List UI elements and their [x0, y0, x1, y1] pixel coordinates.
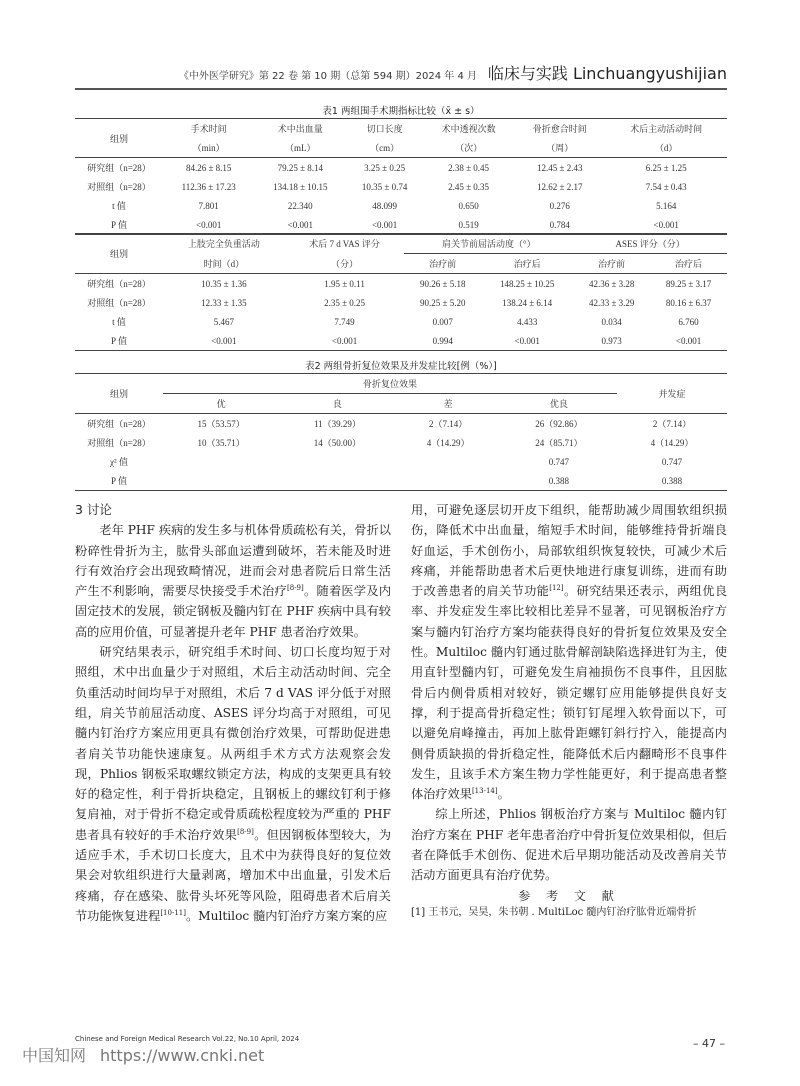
cell: 4.433: [517, 316, 538, 327]
cell: 3.25 ± 0.25: [364, 162, 406, 173]
watermark-url[interactable]: https://www.cnki.net: [100, 1046, 265, 1065]
journal-citation: 《中外医学研究》第 22 卷 第 10 期（总第 594 期）2024 年 4 月: [178, 71, 477, 82]
cell: 7.801: [198, 200, 219, 211]
span-header: 骨折复位效果: [163, 374, 617, 394]
col-unit: （分）: [331, 258, 359, 269]
cell: 148.25 ± 10.25: [499, 278, 555, 289]
col-header: 术后主动活动时间: [630, 124, 703, 134]
col-header: ASES 评分（分）: [573, 234, 727, 254]
row-label: t 值: [112, 317, 126, 327]
paragraph: [75, 642, 391, 926]
cell: 24（85.71）: [535, 438, 583, 448]
citation[interactable]: [12]: [549, 584, 564, 593]
text: 。随着医学及内固定技术的发展，锁定钢板及髓内钉在 PHF 疾病中具有较高的应用价值，可显著提升老年 PHF 患者治疗效果。: [75, 584, 392, 639]
col-header: 术后 7 d VAS 评分: [309, 239, 380, 250]
cell: 12.33 ± 1.35: [201, 297, 247, 308]
row-label: 研究组（n=28）: [87, 163, 151, 173]
row-label: 对照组（n=28）: [87, 298, 151, 308]
cell: [163, 471, 279, 491]
section-heading: 3 讨论: [75, 502, 112, 517]
col-unit: 时间（d）: [203, 258, 245, 269]
cell: [396, 452, 501, 471]
col-header: 术中出血量: [277, 124, 323, 134]
cell: 6.25 ± 1.25: [645, 162, 687, 173]
cell: <0.001: [371, 219, 398, 230]
cell: 26（92.86）: [535, 419, 583, 429]
cell: <0.001: [675, 335, 702, 346]
cell: 22.340: [287, 200, 313, 211]
cell: <0.001: [514, 335, 540, 346]
col-header: 骨折愈合时间: [532, 124, 587, 134]
table-row: [75, 414, 727, 434]
row-label: χ² 值: [110, 457, 128, 467]
col-unit: （周）: [546, 143, 574, 153]
row-label: 对照组（n=28）: [87, 438, 151, 448]
sub-header: 差: [443, 399, 453, 409]
paragraph: [411, 500, 727, 804]
cell: 12.45 ± 2.43: [537, 162, 583, 173]
sub-header: 治疗后: [513, 259, 541, 269]
references-heading: 参 考 文 献: [518, 888, 620, 903]
col-unit: （min）: [192, 143, 225, 153]
cell: 2.38 ± 0.45: [448, 162, 490, 173]
cell: [396, 471, 501, 491]
citation[interactable]: [13-14]: [471, 787, 498, 796]
col-header: 肩关节前屈活动度（°）: [404, 234, 573, 254]
row-label: t 值: [112, 201, 126, 211]
table2: [75, 373, 727, 491]
cell: 4（14.29）: [426, 438, 470, 448]
table-row: [75, 274, 727, 294]
cell: <0.001: [287, 219, 313, 230]
cell: 0.276: [549, 200, 570, 211]
section-title: 临床与实践 Linchuangyushijian: [487, 64, 727, 83]
text: 老年 PHF 疾病的发生多与机体骨质疏松有关，骨折以粉碎性骨折为主，肱骨头部血运遭到破坏，若未能及时进行有效治疗会出现致畸情况，进而会对患者院后日常生活产生不利影响，需要尽快接受手术治疗: [75, 523, 391, 599]
row-label: 对照组（n=28）: [87, 182, 151, 192]
table-row: [75, 293, 727, 312]
cell: 2（7.14）: [652, 419, 692, 429]
cell: 0.747: [548, 456, 569, 467]
sub-header: 治疗前: [429, 259, 457, 269]
table-row: [75, 312, 727, 331]
cell: 0.747: [661, 456, 683, 467]
cell: <0.001: [196, 219, 222, 230]
cell: 84.26 ± 8.15: [185, 162, 232, 173]
col-header: 术中透视次数: [441, 124, 496, 134]
cell: 79.25 ± 8.14: [277, 162, 324, 173]
footer-journal: Chinese and Foreign Medical Research Vol.22, No.10 April, 2024: [75, 1035, 300, 1043]
cell: 12.62 ± 2.17: [537, 181, 583, 192]
cell: 5.467: [213, 316, 235, 327]
cell: 10.35 ± 1.36: [201, 278, 247, 289]
sub-header: 治疗前: [598, 259, 626, 269]
cell: 7.749: [334, 316, 355, 327]
table-row: [75, 471, 727, 491]
cell: 10.35 ± 0.74: [361, 181, 408, 192]
cell: <0.001: [211, 335, 237, 346]
row-label: P 值: [111, 476, 127, 486]
cell: [163, 452, 279, 471]
cell: 5.164: [656, 200, 677, 211]
table2-caption: 表2 两组骨折复位效果及并发症比较[例（%）]: [305, 361, 497, 372]
text: 。但因钢板体型较大，为适应手术，手术切口长度大，且术中为获得良好的复位效果会对软组织进行大量剥离，增加术中出血量，引发术后疼痛，存在感染、肱骨头坏死等风险，阻碍患者术后肩关节功能恢复进程: [75, 827, 392, 923]
cell: 1.95 ± 0.11: [324, 278, 365, 289]
col-unit: （次）: [455, 143, 483, 153]
cell: [279, 471, 395, 491]
group-header: 组别: [75, 234, 163, 274]
group-header: 组别: [75, 374, 163, 414]
row-label: P 值: [111, 336, 127, 346]
table1-part2: [75, 233, 727, 351]
col-unit: （cm）: [370, 143, 400, 153]
table1-caption: 表1 两组围手术期指标比较（x̄ ± s）: [322, 106, 480, 117]
cell: 42.36 ± 3.28: [588, 278, 635, 289]
row-label: P 值: [111, 220, 127, 230]
table-row: [75, 177, 727, 196]
paragraph: 综上所述，Phlios 钢板治疗方案与 Multiloc 髓内钉治疗方案在 PHF 老年患者治疗中骨折复位效果相似，但后者在降低手术创伤、促进术后早期功能活动及改善肩关节活动方面更具有治疗优势。: [411, 807, 727, 883]
cell: 0.994: [432, 335, 453, 346]
row-label: 研究组（n=28）: [87, 279, 151, 289]
right-column: [411, 500, 727, 920]
sub-header: 优良: [549, 399, 568, 409]
cell: 2.35 ± 0.25: [324, 297, 366, 308]
cell: 15（53.57）: [197, 419, 245, 429]
cell: 4（14.29）: [650, 438, 694, 448]
table1-part1: [75, 118, 727, 235]
cell: 2.45 ± 0.35: [448, 181, 490, 192]
cell: 90.25 ± 5.20: [420, 297, 466, 308]
col-unit: （d）: [654, 143, 678, 153]
cell: 0.973: [601, 335, 622, 346]
cell: <0.001: [331, 335, 358, 346]
cell: 0.519: [458, 219, 479, 230]
watermark-site: 中国知网: [22, 1046, 87, 1065]
cell: 2（7.14）: [428, 419, 468, 429]
reference-item: [1] 王书元，吴昊，朱书朝 . MultiLoc 髓内钉治疗肱骨近端骨折: [411, 906, 697, 918]
watermark: [22, 1043, 264, 1066]
citation[interactable]: [8-9]: [237, 827, 254, 836]
table-row: [75, 452, 727, 471]
cell: 11（39.29）: [313, 419, 361, 429]
col-header: 手术时间: [190, 124, 227, 134]
cell: [279, 452, 395, 471]
cell: 80.16 ± 6.37: [665, 297, 712, 308]
sub-header: 治疗后: [675, 259, 703, 269]
table-row: [75, 215, 727, 235]
cell: 138.24 ± 6.14: [502, 297, 553, 308]
text: 。研究结果还表示，两组优良率、并发症发生率比较相比差异不显著，可见钢板治疗方案与髓内钉治疗方案均能获得良好的骨折复位效果及安全性。Multiloc 髓内钉通过肱骨解剖缺陷选择进钉为主，使用直针型髓内钉，可避免发生肩袖损伤不良事件，且因肱骨后内侧骨质相对较好，锁定螺钉应用能够提供良好支撑，利于提高骨折稳定性；锁钉钉尾埋入软骨面以下，可以避免肩峰撞击，再加上肱骨距螺钉斜行拧入，能提高内侧骨质缺损的骨折稳定性，能降低术后内翻畸形不良事件发生，且该手术方案生物力学性能更好，利于提高患者整体治疗效果: [411, 584, 728, 802]
text: 。Multiloc 髓内钉治疗方案方案的应: [185, 908, 388, 923]
text: 。: [497, 787, 510, 802]
col-header: 切口长度: [366, 124, 403, 134]
left-column: [75, 500, 391, 926]
page-header: [75, 58, 727, 90]
paragraph: [75, 520, 391, 642]
cell: 89.25 ± 3.17: [665, 278, 712, 289]
cell: 0.034: [601, 316, 622, 327]
cell: 112.36 ± 17.23: [181, 181, 236, 192]
sub-header: 优: [216, 399, 226, 409]
citation[interactable]: [10-11]: [160, 908, 186, 917]
table-row: [75, 158, 727, 178]
row-label: 研究组（n=28）: [87, 419, 151, 429]
cell: 0.388: [548, 475, 569, 486]
cell: 10（35.71）: [197, 438, 245, 448]
cell: 42.33 ± 3.29: [588, 297, 635, 308]
cell: 7.54 ± 0.43: [645, 181, 687, 192]
col-unit: （mL）: [285, 143, 316, 153]
cell: <0.001: [653, 219, 679, 230]
cell: 0.007: [432, 316, 453, 327]
citation[interactable]: [8-9]: [286, 584, 304, 593]
cell: 0.388: [661, 475, 683, 486]
cell: 134.18 ± 10.15: [273, 181, 328, 192]
page-number: – 47 –: [693, 1037, 725, 1050]
col-header: 并发症: [617, 374, 727, 414]
col-header: 上肢完全负重活动: [187, 239, 260, 250]
cell: 0.650: [458, 200, 479, 211]
cell: 90.26 ± 5.18: [420, 278, 466, 289]
table-row: [75, 196, 727, 215]
group-header: 组别: [75, 119, 163, 158]
cell: 48.099: [372, 200, 397, 211]
text: 研究结果表示，研究组手术时间、切口长度均短于对照组，术中出血量少于对照组，术后主动活动时间、完全负重活动时间均早于对照组，术后 7 d VAS 评分低于对照组，肩关节前屈活动度、ASES 评分均高于对照组，可见髓内钉治疗方案应用更具有微创治疗效果，可帮助促进患者肩关节功能快速康复。从两组手术方式方法观察会发现，Phlios 钢板采取螺纹锁定方法，构成的支架更具有较好的稳定性，利于骨折块稳定，且钢板上的螺纹钉利于修复肩袖，对于骨折不稳定或骨质疏松程度较为严重的 PHF 患者具有较好的手术治疗效果: [75, 645, 391, 842]
cell: 6.760: [678, 316, 699, 327]
table-row: [75, 433, 727, 452]
cell: 14（50.00）: [313, 438, 362, 448]
cell: 0.784: [549, 219, 570, 230]
text: 用，可避免逐层切开皮下组织，能帮助减少周围软组织损伤，降低术中出血量，缩短手术时间，能够维持骨折端良好血运，手术创伤小，局部软组织恢复较快，可减少术后疼痛，并能帮助患者术后更快地进行康复训练，进而有助于改善患者的肩关节功能: [411, 503, 727, 599]
sub-header: 良: [332, 399, 342, 409]
table-row: [75, 331, 727, 351]
